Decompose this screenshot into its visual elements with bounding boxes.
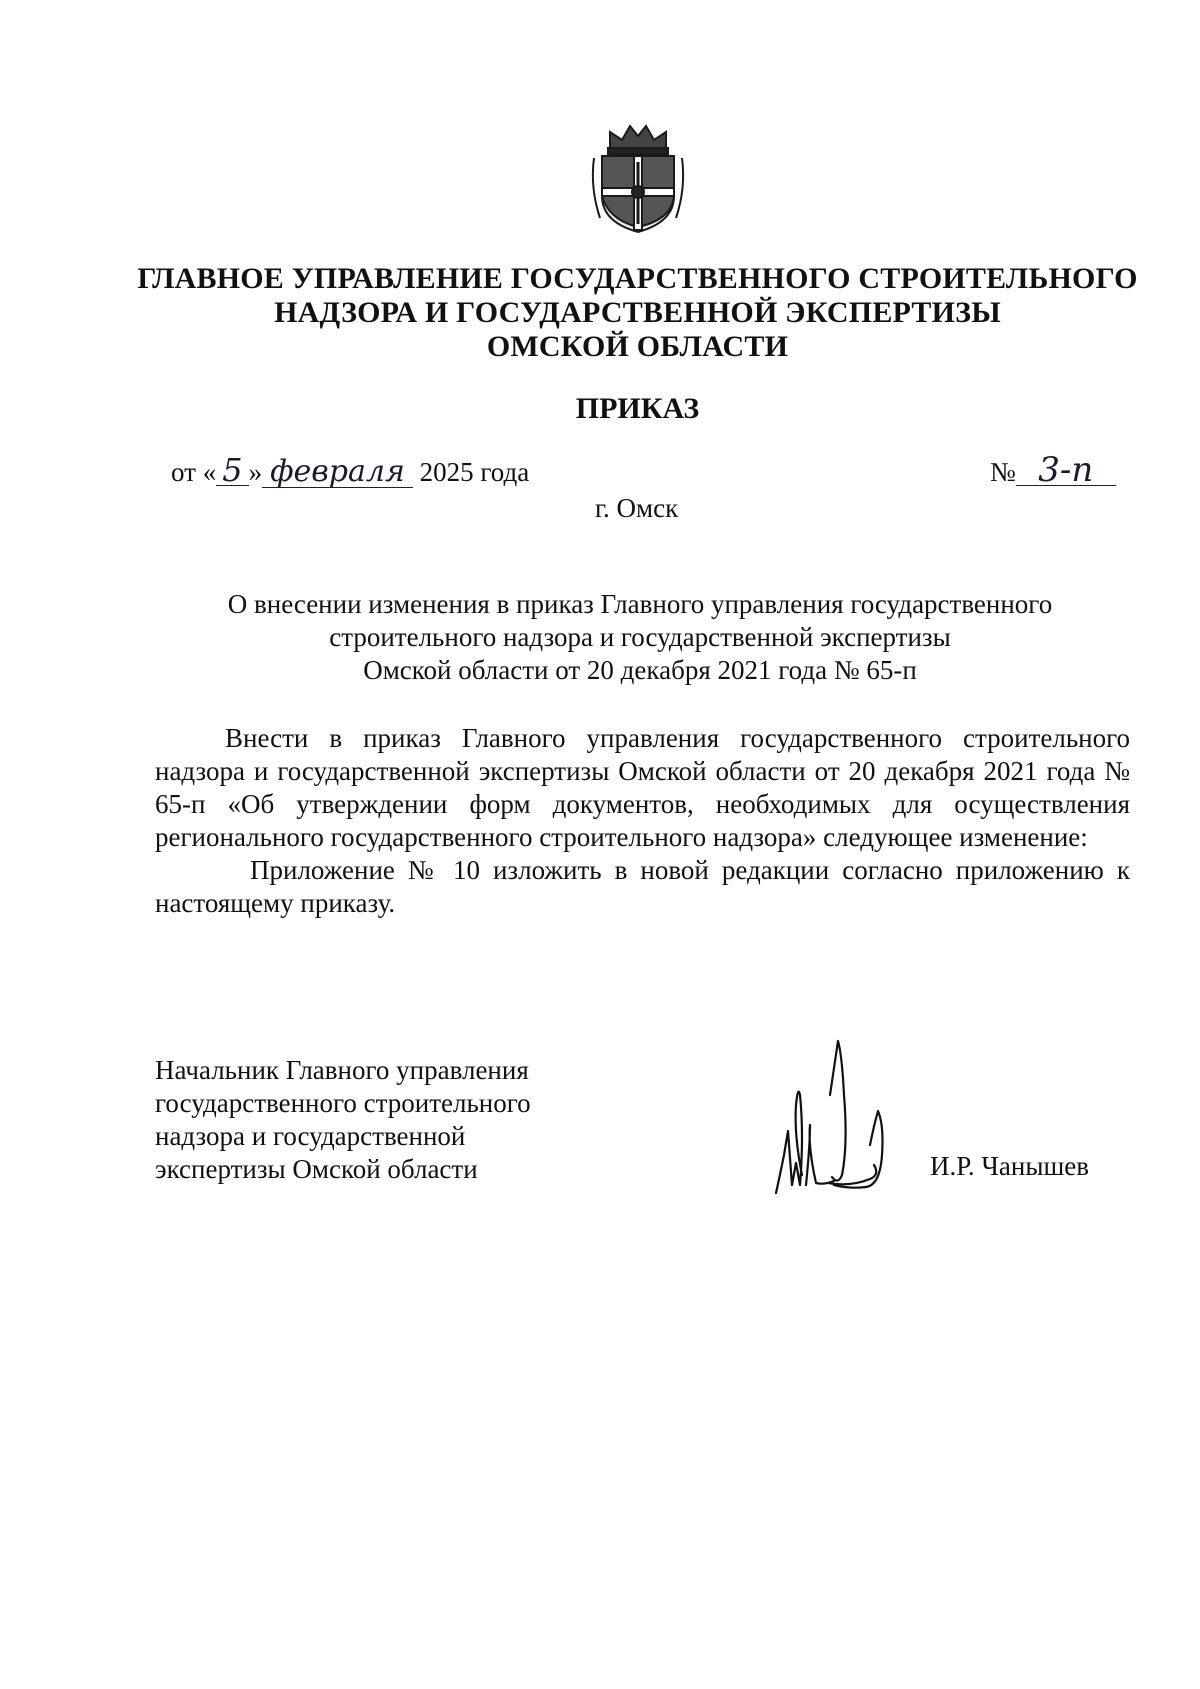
body-paragraph-2: Приложение № 10 изложить в новой редакции согласно приложению к настоящему приказу. bbox=[155, 855, 1130, 918]
number-value-handwritten: 3-п bbox=[1016, 455, 1116, 486]
org-title-line-3: ОМСКОЙ ОБЛАСТИ bbox=[486, 330, 789, 363]
signatory-title-line-4: экспертизы Омской области bbox=[155, 1154, 478, 1184]
omsk-coat-of-arms-icon bbox=[588, 118, 688, 236]
signatory-title-line-3: надзора и государственной bbox=[155, 1121, 466, 1151]
date-mid: » bbox=[248, 457, 263, 487]
date-year: 2025 года bbox=[412, 457, 530, 487]
order-date bbox=[171, 451, 530, 489]
order-subject bbox=[150, 588, 1130, 687]
subject-line-2: строительного надзора и государственной экспертизы bbox=[329, 622, 951, 652]
handwritten-signature bbox=[770, 1035, 905, 1205]
body-paragraph-1: Внести в приказ Главного управления государственного строительного надзора и государственной экспертизы Омской области от 20 декабря 2021 года № 65-п «Об утверждении форм документов, необходимых для осуществления регионального государственного строительного надзора» следующее изменение: bbox=[155, 723, 1130, 852]
organization-title bbox=[100, 262, 1175, 364]
subject-line-1: О внесении изменения в приказ Главного управления государственного bbox=[227, 589, 1053, 619]
date-day-handwritten: 5 bbox=[216, 455, 248, 486]
order-number bbox=[990, 450, 1116, 490]
signatory-title-line-2: государственного строительного bbox=[155, 1088, 531, 1118]
signatory-title-line-1: Начальник Главного управления bbox=[155, 1055, 529, 1085]
document-type: ПРИКАЗ bbox=[575, 392, 700, 425]
subject-line-3: Омской области от 20 декабря 2021 года № 65-п bbox=[363, 655, 917, 685]
signatory-name: И.Р. Чанышев bbox=[930, 1151, 1090, 1181]
date-month-handwritten: февраля bbox=[262, 457, 413, 488]
date-prefix: от « bbox=[171, 457, 217, 487]
number-sign: № bbox=[990, 457, 1016, 487]
signatory-title bbox=[155, 1054, 531, 1186]
org-title-line-1: ГЛАВНОЕ УПРАВЛЕНИЕ ГОСУДАРСТВЕННОГО СТРОИТЕЛЬНОГО bbox=[137, 262, 1138, 295]
org-title-line-2: НАДЗОРА И ГОСУДАРСТВЕННОЙ ЭКСПЕРТИЗЫ bbox=[274, 296, 1001, 329]
city: г. Омск bbox=[595, 493, 679, 523]
order-body bbox=[155, 722, 1130, 920]
